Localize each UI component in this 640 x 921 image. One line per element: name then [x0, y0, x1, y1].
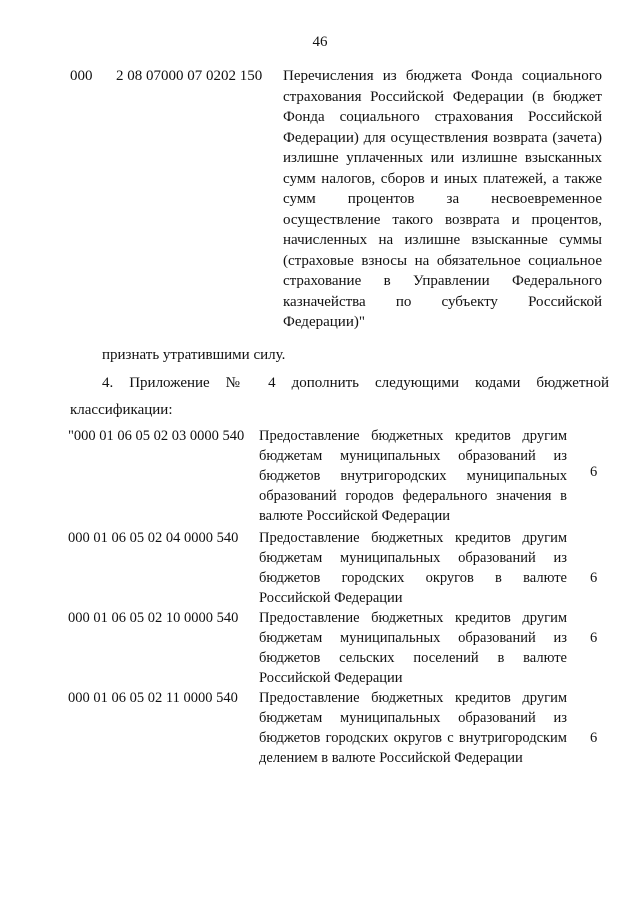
row-code: 000 01 06 05 02 10 0000 540	[68, 610, 239, 626]
table-row	[0, 608, 640, 688]
row-code: 000 01 06 05 02 11 0000 540	[68, 690, 238, 706]
row-number: 6	[590, 630, 598, 646]
classification-table	[0, 426, 640, 788]
entry-description: Перечисления из бюджета Фонда социального страхования Российской Федерации (в бюджет Фонда социального страхования Российской Федерации) для осуществления возврата (зачета) излишне уплаченных или излишне взысканных сумм налогов, сборов и иных платежей, а также сумм процентов за несвоевременное осуществление такого возврата и процентов, начисленных на излишне взысканные суммы (страховые взносы на обязательное социальное страхование в Управлении Федерального казначейства по субъекту Российской Федерации)"	[283, 68, 602, 330]
repeal-paragraph: признать утратившими силу.	[102, 347, 286, 363]
page-number: 46	[312, 34, 328, 50]
table-row	[0, 426, 640, 528]
row-number: 6	[590, 570, 598, 586]
row-description: Предоставление бюджетных кредитов другим бюджетам муниципальных образований из бюджетов сельских поселений в валюте Российской Федерации	[259, 610, 567, 686]
row-code: 000 01 06 05 02 04 0000 540	[68, 530, 239, 546]
row-description: Предоставление бюджетных кредитов другим бюджетам муниципальных образований из бюджетов городских округов в валюте Российской Федерации	[259, 530, 567, 606]
row-number: 6	[590, 464, 598, 480]
row-number: 6	[590, 730, 598, 746]
item-4-paragraph: 4. Приложение № 4 дополнить следующими кодами бюджетной	[102, 375, 609, 391]
row-description: Предоставление бюджетных кредитов другим бюджетам муниципальных образований из бюджетов городских округов с внутригородским делением в валюте Российской Федерации	[259, 690, 567, 766]
row-code: "000 01 06 05 02 03 0000 540	[68, 428, 245, 444]
admin-code: 000	[70, 68, 93, 84]
table-row	[0, 528, 640, 608]
table-row	[0, 688, 640, 788]
budget-code: 2 08 07000 07 0202 150	[116, 68, 263, 84]
classification-label: классификации:	[70, 402, 173, 418]
row-description: Предоставление бюджетных кредитов другим бюджетам муниципальных образований из бюджетов внутригородских муниципальных образований городов федерального значения в валюте Российской Федерации	[259, 428, 567, 524]
